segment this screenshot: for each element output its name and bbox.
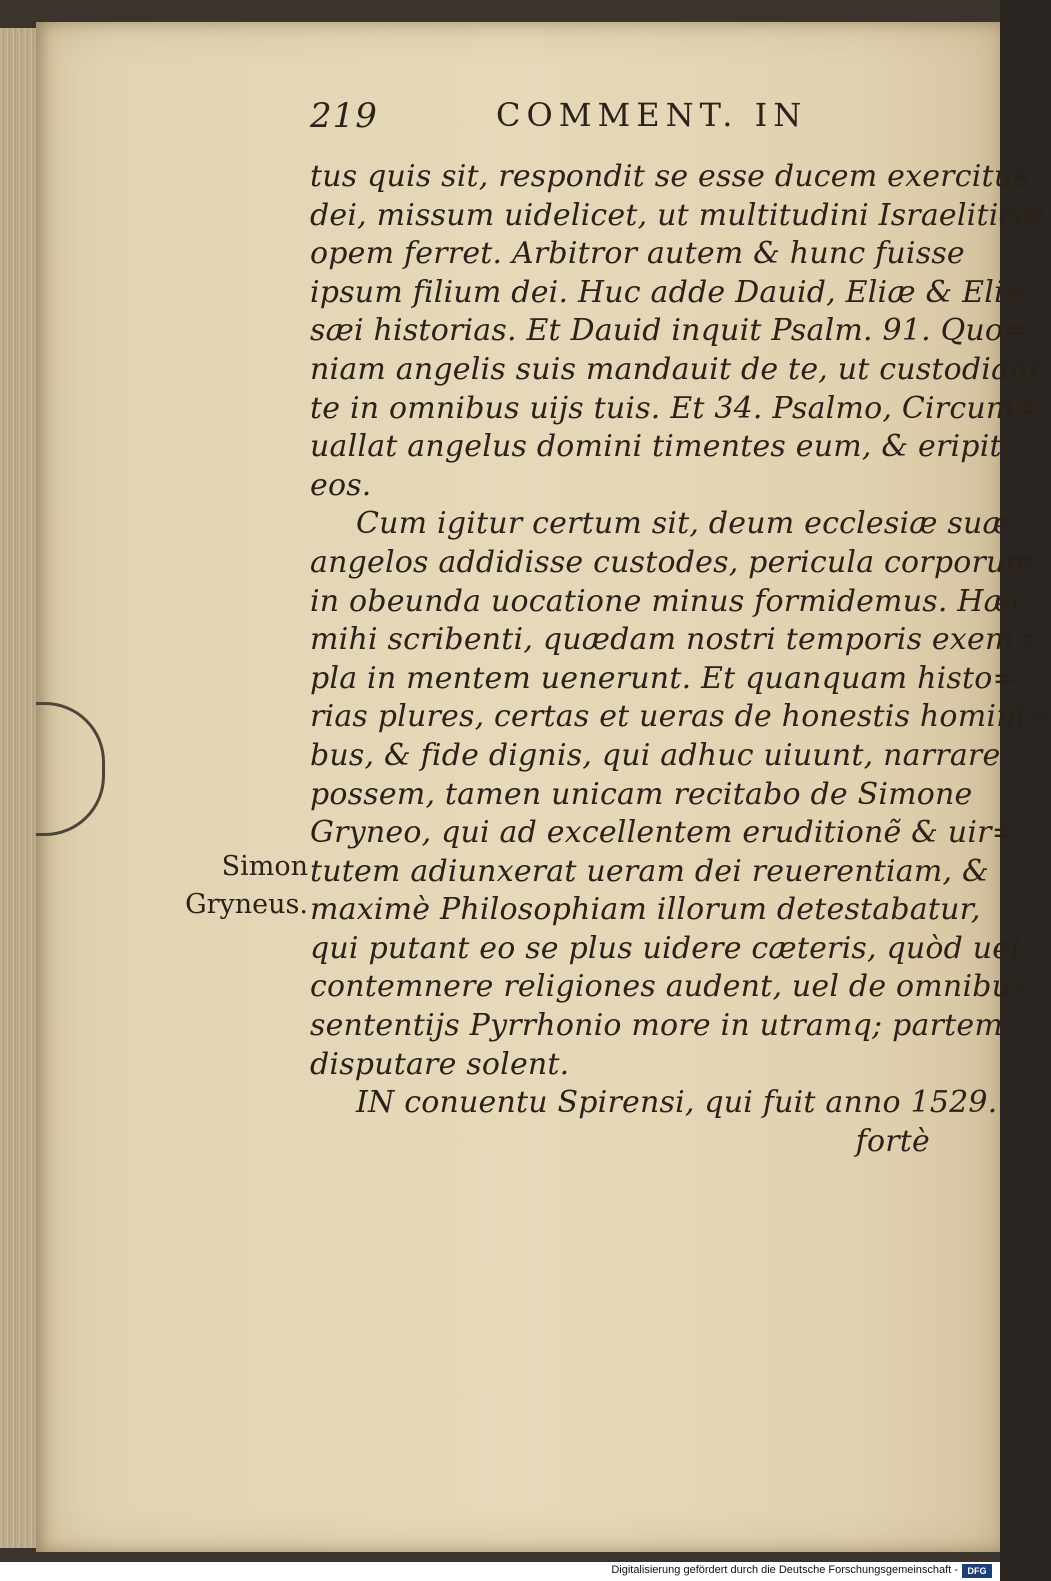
- margin-note-line: Gryneus.: [185, 889, 308, 920]
- text-line: rias plures, certas et ueras de honestis homini=: [310, 699, 1051, 735]
- text-line: Gryneo, qui ad excellentem eruditionẽ & uir=: [310, 815, 1018, 851]
- text-line: bus, & fide dignis, qui adhuc uiuunt, narrare: [310, 737, 1001, 773]
- text-line: te in omnibus uijs tuis. Et 34. Psalmo, Circum=: [310, 390, 1040, 426]
- paragraph-start-line: Cum igitur certum sit, deum ecclesiæ suæ: [356, 506, 1011, 542]
- text-line: eos.: [310, 467, 372, 503]
- text-line: tutem adiunxerat ueram dei reuerentiam, &: [310, 853, 989, 889]
- text-line: opem ferret. Arbitror autem & hunc fuisse: [310, 236, 965, 272]
- text-line: tus quis sit, respondit se esse ducem exercitus: [310, 159, 1029, 194]
- text-line: possem, tamen unicam recitabo de Simone: [310, 776, 973, 812]
- margin-note: [168, 848, 308, 924]
- footer-credit: Digitalisierung gefördert durch die Deutsche Forschungsgemeinschaft -: [611, 1564, 958, 1576]
- text-line: maximè Philosophiam illorum detestabatur,: [310, 892, 981, 928]
- page-number: 219: [310, 96, 378, 136]
- footer-bar: [0, 1562, 1000, 1581]
- text-line: in obeunda uocatione minus formidemus. Hæc: [310, 583, 1030, 619]
- text-line: sententijs Pyrrhonio more in utramq; partem: [310, 1008, 1003, 1044]
- margin-note-line: Simon: [221, 851, 308, 882]
- text-line: sæi historias. Et Dauid inquit Psalm. 91. Quo=: [310, 313, 1029, 349]
- catchword: fortè: [855, 1123, 930, 1159]
- running-title: COMMENT. IN: [496, 96, 808, 134]
- dfg-logo-icon: DFG: [962, 1564, 992, 1578]
- clasp-shadow: [36, 702, 105, 836]
- running-head: [270, 96, 830, 140]
- text-line: pla in mentem uenerunt. Et quanquam histo=: [310, 660, 1018, 696]
- text-line: niam angelis suis mandauit de te, ut custodiant: [310, 351, 1041, 387]
- text-line: angelos addidisse custodes, pericula corporum: [310, 544, 1035, 580]
- text-line: dei, missum uidelicet, ut multitudini Israeliticæ: [310, 197, 1044, 233]
- text-line: uallat angelus domini timentes eum, & eripit: [310, 429, 1002, 465]
- paragraph-start-line: IN conuentu Spirensi, qui fuit anno 1529.: [356, 1085, 998, 1121]
- text-line: mihi scribenti, quædam nostri temporis exem=: [310, 622, 1039, 658]
- text-line: ipsum filium dei. Huc adde Dauid, Eliæ & Eli=: [310, 274, 1030, 310]
- body-text: [310, 158, 1051, 1161]
- text-line: contemnere religiones audent, uel de omnibus: [310, 969, 1027, 1005]
- text-line: qui putant eo se plus uidere cæteris, quòd uel: [310, 930, 1021, 966]
- book-fore-edge: [0, 28, 41, 1548]
- text-line: disputare solent.: [310, 1046, 570, 1082]
